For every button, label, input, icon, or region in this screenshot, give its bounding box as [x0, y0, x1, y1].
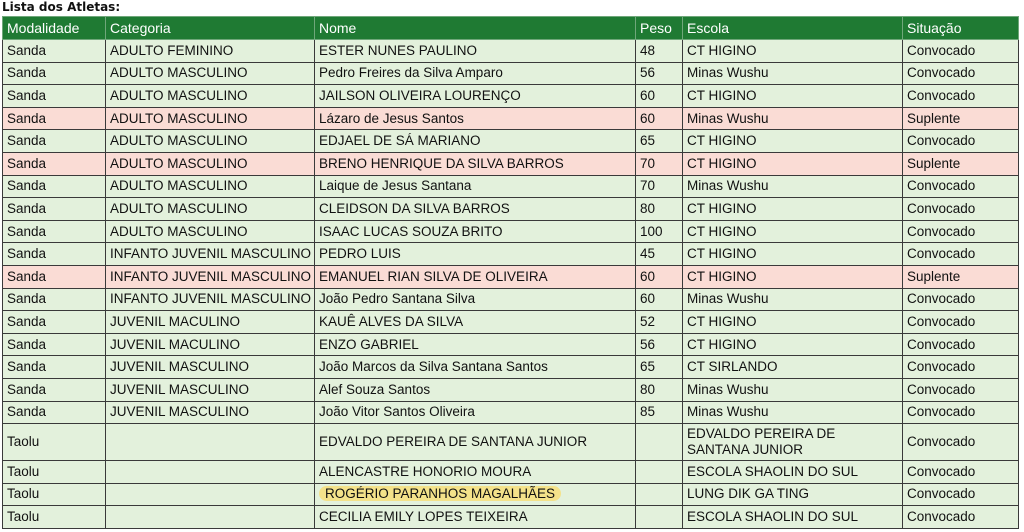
table-row	[3, 62, 1019, 85]
cell-categoria	[106, 461, 315, 484]
cell-modalidade: Sanda	[3, 198, 106, 221]
table-row	[3, 356, 1019, 379]
cell-modalidade: Sanda	[3, 401, 106, 424]
cell-modalidade: Sanda	[3, 243, 106, 266]
cell-peso: 85	[636, 401, 683, 424]
table-row	[3, 401, 1019, 424]
table-header-row	[3, 17, 1019, 40]
cell-nome: João Pedro Santana Silva	[315, 288, 636, 311]
cell-categoria: ADULTO MASCULINO	[106, 220, 315, 243]
cell-escola: Minas Wushu	[683, 62, 903, 85]
cell-modalidade: Taolu	[3, 424, 106, 461]
cell-categoria: ADULTO MASCULINO	[106, 107, 315, 130]
cell-peso: 52	[636, 311, 683, 334]
cell-categoria: JUVENIL MASCULINO	[106, 378, 315, 401]
table-row	[3, 483, 1019, 506]
cell-nome: ENZO GABRIEL	[315, 333, 636, 356]
table-row	[3, 85, 1019, 108]
cell-categoria: ADULTO MASCULINO	[106, 198, 315, 221]
cell-peso	[636, 506, 683, 529]
cell-modalidade: Taolu	[3, 483, 106, 506]
cell-peso: 56	[636, 62, 683, 85]
list-title: Lista dos Atletas:	[2, 0, 121, 14]
cell-peso: 48	[636, 40, 683, 63]
cell-situacao: Convocado	[903, 198, 1019, 221]
cell-modalidade: Sanda	[3, 85, 106, 108]
highlighted-name: ROGÉRIO PARANHOS MAGALHÃES	[319, 486, 561, 501]
cell-nome	[315, 483, 636, 506]
table-row	[3, 461, 1019, 484]
cell-situacao: Convocado	[903, 461, 1019, 484]
cell-peso: 60	[636, 288, 683, 311]
cell-escola: CT HIGINO	[683, 40, 903, 63]
cell-nome: JAILSON OLIVEIRA LOURENÇO	[315, 85, 636, 108]
table-row	[3, 288, 1019, 311]
cell-categoria	[106, 506, 315, 529]
table-row	[3, 130, 1019, 153]
cell-escola: CT HIGINO	[683, 198, 903, 221]
cell-peso	[636, 461, 683, 484]
cell-categoria	[106, 483, 315, 506]
cell-nome: EDJAEL DE SÁ MARIANO	[315, 130, 636, 153]
cell-escola: EDVALDO PEREIRA DE SANTANA JUNIOR	[683, 424, 903, 461]
cell-situacao: Convocado	[903, 220, 1019, 243]
cell-situacao: Convocado	[903, 40, 1019, 63]
cell-categoria: ADULTO MASCULINO	[106, 175, 315, 198]
cell-situacao: Convocado	[903, 424, 1019, 461]
cell-escola: CT HIGINO	[683, 333, 903, 356]
cell-situacao: Convocado	[903, 130, 1019, 153]
cell-situacao: Convocado	[903, 62, 1019, 85]
cell-categoria: ADULTO MASCULINO	[106, 62, 315, 85]
cell-nome: CECILIA EMILY LOPES TEIXEIRA	[315, 506, 636, 529]
cell-nome: Laique de Jesus Santana	[315, 175, 636, 198]
cell-escola: CT HIGINO	[683, 85, 903, 108]
cell-nome: João Vitor Santos Oliveira	[315, 401, 636, 424]
cell-categoria: ADULTO MASCULINO	[106, 152, 315, 175]
cell-escola: CT HIGINO	[683, 265, 903, 288]
cell-situacao: Suplente	[903, 265, 1019, 288]
cell-peso	[636, 424, 683, 461]
cell-escola: Minas Wushu	[683, 107, 903, 130]
cell-escola: CT HIGINO	[683, 243, 903, 266]
cell-modalidade: Sanda	[3, 152, 106, 175]
table-row	[3, 265, 1019, 288]
cell-modalidade: Sanda	[3, 175, 106, 198]
cell-escola: CT HIGINO	[683, 220, 903, 243]
cell-situacao: Convocado	[903, 506, 1019, 529]
cell-peso: 56	[636, 333, 683, 356]
cell-situacao: Convocado	[903, 333, 1019, 356]
cell-escola: ESCOLA SHAOLIN DO SUL	[683, 506, 903, 529]
cell-peso: 60	[636, 107, 683, 130]
cell-categoria: JUVENIL MACULINO	[106, 311, 315, 334]
cell-escola: Minas Wushu	[683, 175, 903, 198]
cell-nome: ISAAC LUCAS SOUZA BRITO	[315, 220, 636, 243]
cell-modalidade: Sanda	[3, 311, 106, 334]
header-peso: Peso	[636, 17, 683, 40]
table-row	[3, 40, 1019, 63]
cell-escola: Minas Wushu	[683, 378, 903, 401]
cell-categoria	[106, 424, 315, 461]
header-situacao: Situação	[903, 17, 1019, 40]
cell-peso: 70	[636, 152, 683, 175]
cell-modalidade: Sanda	[3, 378, 106, 401]
cell-nome: ESTER NUNES PAULINO	[315, 40, 636, 63]
cell-nome: Pedro Freires da Silva Amparo	[315, 62, 636, 85]
cell-peso: 60	[636, 85, 683, 108]
cell-situacao: Convocado	[903, 243, 1019, 266]
cell-nome: PEDRO LUIS	[315, 243, 636, 266]
cell-situacao: Convocado	[903, 311, 1019, 334]
cell-nome: EMANUEL RIAN SILVA DE OLIVEIRA	[315, 265, 636, 288]
header-nome: Nome	[315, 17, 636, 40]
cell-nome: João Marcos da Silva Santana Santos	[315, 356, 636, 379]
athletes-table	[2, 16, 1019, 529]
cell-nome: EDVALDO PEREIRA DE SANTANA JUNIOR	[315, 424, 636, 461]
table-row	[3, 152, 1019, 175]
table-row	[3, 424, 1019, 461]
cell-categoria: INFANTO JUVENIL MASCULINO	[106, 243, 315, 266]
header-modalidade: Modalidade	[3, 17, 106, 40]
cell-escola: CT HIGINO	[683, 152, 903, 175]
cell-situacao: Convocado	[903, 356, 1019, 379]
cell-escola: CT HIGINO	[683, 311, 903, 334]
cell-situacao: Convocado	[903, 401, 1019, 424]
cell-peso: 70	[636, 175, 683, 198]
cell-peso: 65	[636, 130, 683, 153]
table-row	[3, 333, 1019, 356]
table-row	[3, 198, 1019, 221]
cell-peso: 100	[636, 220, 683, 243]
table-row	[3, 311, 1019, 334]
cell-escola: Minas Wushu	[683, 401, 903, 424]
cell-peso: 45	[636, 243, 683, 266]
cell-modalidade: Sanda	[3, 356, 106, 379]
table-row	[3, 220, 1019, 243]
cell-modalidade: Sanda	[3, 62, 106, 85]
header-categoria: Categoria	[106, 17, 315, 40]
cell-situacao: Suplente	[903, 107, 1019, 130]
cell-situacao: Convocado	[903, 288, 1019, 311]
cell-nome: BRENO HENRIQUE DA SILVA BARROS	[315, 152, 636, 175]
cell-categoria: JUVENIL MACULINO	[106, 333, 315, 356]
cell-categoria: JUVENIL MASCULINO	[106, 356, 315, 379]
cell-escola: Minas Wushu	[683, 288, 903, 311]
cell-categoria: INFANTO JUVENIL MASCULINO	[106, 288, 315, 311]
cell-modalidade: Sanda	[3, 130, 106, 153]
header-escola: Escola	[683, 17, 903, 40]
cell-modalidade: Sanda	[3, 265, 106, 288]
cell-situacao: Convocado	[903, 378, 1019, 401]
cell-situacao: Convocado	[903, 85, 1019, 108]
cell-categoria: INFANTO JUVENIL MASCULINO	[106, 265, 315, 288]
cell-nome: Alef Souza Santos	[315, 378, 636, 401]
cell-situacao: Convocado	[903, 483, 1019, 506]
cell-categoria: ADULTO FEMININO	[106, 40, 315, 63]
cell-peso	[636, 483, 683, 506]
cell-modalidade: Sanda	[3, 333, 106, 356]
cell-modalidade: Taolu	[3, 461, 106, 484]
cell-peso: 65	[636, 356, 683, 379]
cell-categoria: JUVENIL MASCULINO	[106, 401, 315, 424]
cell-categoria: ADULTO MASCULINO	[106, 130, 315, 153]
cell-situacao: Convocado	[903, 175, 1019, 198]
cell-categoria: ADULTO MASCULINO	[106, 85, 315, 108]
cell-modalidade: Sanda	[3, 107, 106, 130]
cell-nome: CLEIDSON DA SILVA BARROS	[315, 198, 636, 221]
cell-escola: LUNG DIK GA TING	[683, 483, 903, 506]
cell-modalidade: Taolu	[3, 506, 106, 529]
cell-modalidade: Sanda	[3, 288, 106, 311]
cell-nome: KAUÊ ALVES DA SILVA	[315, 311, 636, 334]
cell-nome: ALENCASTRE HONORIO MOURA	[315, 461, 636, 484]
table-row	[3, 175, 1019, 198]
table-row	[3, 378, 1019, 401]
table-row	[3, 107, 1019, 130]
table-row	[3, 243, 1019, 266]
cell-nome: Lázaro de Jesus Santos	[315, 107, 636, 130]
cell-peso: 80	[636, 378, 683, 401]
cell-peso: 60	[636, 265, 683, 288]
cell-modalidade: Sanda	[3, 220, 106, 243]
cell-modalidade: Sanda	[3, 40, 106, 63]
table-row	[3, 506, 1019, 529]
cell-situacao: Suplente	[903, 152, 1019, 175]
cell-escola: CT SIRLANDO	[683, 356, 903, 379]
cell-peso: 80	[636, 198, 683, 221]
cell-escola: ESCOLA SHAOLIN DO SUL	[683, 461, 903, 484]
cell-escola: CT HIGINO	[683, 130, 903, 153]
